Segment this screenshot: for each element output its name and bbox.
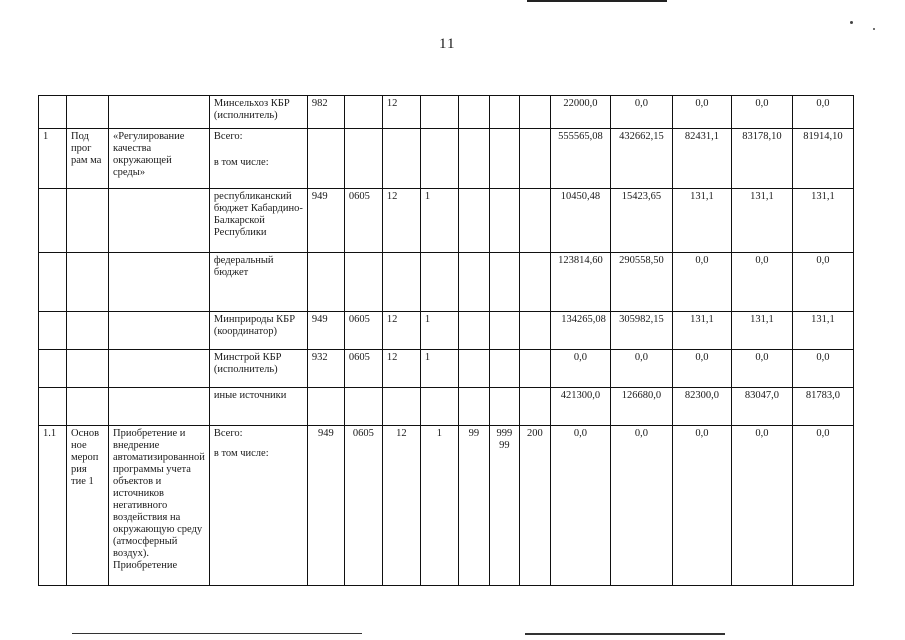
cell-value: 15423,65 (610, 189, 672, 253)
table-row (39, 189, 854, 253)
cell-vr (519, 388, 550, 426)
cell-om (458, 96, 489, 129)
cell-value: 82431,1 (672, 129, 731, 189)
cell-name: Приобретение и внедрение автоматизированной программы учета объектов и источников негативного воздействия на окружающую среду (атмосферный воздух). Приобретение (109, 426, 210, 586)
cell-np (489, 350, 519, 388)
cell-value: 131,1 (792, 312, 853, 350)
cell-num (39, 350, 67, 388)
cell-vr (519, 189, 550, 253)
cell-value: 0,0 (792, 253, 853, 312)
cell-grbs (307, 388, 344, 426)
cell-num: 1.1 (39, 426, 67, 586)
cell-grbs: 949 (307, 189, 344, 253)
cell-num (39, 388, 67, 426)
cell-value: 432662,15 (610, 129, 672, 189)
cell-name: «Регулирование качества окружающей среды» (109, 129, 210, 189)
cell-gp: 12 (382, 189, 420, 253)
cell-gp: 12 (382, 312, 420, 350)
cell-value: 22000,0 (550, 96, 610, 129)
cell-om (458, 388, 489, 426)
table-row (39, 312, 854, 350)
cell-status: Под прог рам ма (67, 129, 109, 189)
table-row (39, 129, 854, 189)
table-row (39, 96, 854, 129)
cell-value: 0,0 (672, 426, 731, 586)
cell-om (458, 189, 489, 253)
cell-om (458, 350, 489, 388)
cell-value: 123814,60 (550, 253, 610, 312)
cell-rz (344, 129, 382, 189)
cell-value: 83047,0 (731, 388, 792, 426)
cell-value: 0,0 (610, 350, 672, 388)
source-total-label: Всего: (213, 428, 243, 439)
cell-np (489, 253, 519, 312)
cell-pp (420, 129, 458, 189)
cell-np (489, 189, 519, 253)
cell-value: 0,0 (550, 350, 610, 388)
cell-pp: 1 (420, 312, 458, 350)
cell-grbs (307, 129, 344, 189)
cell-grbs: 982 (307, 96, 344, 129)
cell-vr (519, 96, 550, 129)
cell-grbs: 932 (307, 350, 344, 388)
cell-value: 555565,08 (550, 129, 610, 189)
cell-num (39, 253, 67, 312)
cell-rz (344, 253, 382, 312)
cell-pp: 1 (420, 189, 458, 253)
cell-value: 131,1 (792, 189, 853, 253)
cell-value: 83178,10 (731, 129, 792, 189)
cell-source: Минприроды КБР (координатор) (209, 312, 307, 350)
source-sub-label: в том числе: (213, 157, 269, 168)
scan-speck (850, 21, 853, 24)
cell-gp: 12 (382, 426, 420, 586)
cell-grbs (307, 253, 344, 312)
cell-value: 0,0 (792, 350, 853, 388)
cell-value: 290558,50 (610, 253, 672, 312)
cell-value: 0,0 (731, 350, 792, 388)
cell-pp (420, 253, 458, 312)
table-row (39, 426, 854, 586)
cell-om (458, 129, 489, 189)
cell-value: 0,0 (672, 96, 731, 129)
top-scan-rule (527, 0, 667, 2)
cell-np (489, 312, 519, 350)
cell-rz: 0605 (344, 350, 382, 388)
cell-source: Минсельхоз КБР (исполнитель) (209, 96, 307, 129)
cell-num (39, 312, 67, 350)
bottom-scan-rule (72, 633, 362, 634)
cell-om: 99 (458, 426, 489, 586)
cell-source: федеральный бюджет (209, 253, 307, 312)
cell-rz: 0605 (344, 312, 382, 350)
cell-np (489, 388, 519, 426)
cell-vr (519, 129, 550, 189)
cell-num (39, 189, 67, 253)
cell-value: 0,0 (610, 426, 672, 586)
cell-gp: 12 (382, 350, 420, 388)
cell-name (109, 189, 210, 253)
bottom-scan-rule (525, 633, 725, 635)
cell-status (67, 388, 109, 426)
cell-value: 0,0 (731, 96, 792, 129)
cell-gp (382, 129, 420, 189)
source-sub-label: в том числе: (213, 448, 269, 459)
cell-status (67, 96, 109, 129)
cell-pp (420, 96, 458, 129)
cell-num (39, 96, 67, 129)
scan-speck (873, 28, 875, 30)
cell-value: 0,0 (610, 96, 672, 129)
page-number: 11 (439, 36, 456, 52)
cell-grbs: 949 (307, 426, 344, 586)
cell-status (67, 312, 109, 350)
cell-gp: 12 (382, 96, 420, 129)
cell-vr (519, 253, 550, 312)
cell-rz: 0605 (344, 426, 382, 586)
cell-status: Основ ное мероп рия тие 1 (67, 426, 109, 586)
cell-gp (382, 388, 420, 426)
table-row (39, 388, 854, 426)
cell-pp (420, 388, 458, 426)
cell-value: 81783,0 (792, 388, 853, 426)
cell-gp (382, 253, 420, 312)
cell-source (209, 426, 307, 586)
cell-value: 421300,0 (550, 388, 610, 426)
cell-np (489, 96, 519, 129)
cell-num: 1 (39, 129, 67, 189)
source-total-label: Всего: (213, 131, 243, 142)
cell-status (67, 189, 109, 253)
cell-name (109, 96, 210, 129)
cell-value: 82300,0 (672, 388, 731, 426)
cell-value: 131,1 (672, 189, 731, 253)
cell-name (109, 312, 210, 350)
cell-value: 0,0 (550, 426, 610, 586)
cell-vr: 200 (519, 426, 550, 586)
table-row (39, 350, 854, 388)
cell-rz (344, 96, 382, 129)
cell-pp: 1 (420, 350, 458, 388)
cell-om (458, 253, 489, 312)
cell-status (67, 253, 109, 312)
cell-value: 10450,48 (550, 189, 610, 253)
budget-table (38, 95, 854, 586)
cell-name (109, 350, 210, 388)
cell-source (209, 129, 307, 189)
cell-value: 131,1 (731, 189, 792, 253)
cell-value: 81914,10 (792, 129, 853, 189)
cell-grbs: 949 (307, 312, 344, 350)
cell-np (489, 129, 519, 189)
cell-status (67, 350, 109, 388)
cell-np: 999 99 (489, 426, 519, 586)
cell-vr (519, 350, 550, 388)
cell-value: 305982,15 (610, 312, 672, 350)
cell-source: Минстрой КБР (исполнитель) (209, 350, 307, 388)
cell-rz: 0605 (344, 189, 382, 253)
cell-name (109, 253, 210, 312)
cell-value: 0,0 (792, 426, 853, 586)
cell-value: 0,0 (672, 253, 731, 312)
cell-pp: 1 (420, 426, 458, 586)
cell-om (458, 312, 489, 350)
table-row (39, 253, 854, 312)
cell-source: иные источники (209, 388, 307, 426)
cell-value: 131,1 (672, 312, 731, 350)
cell-value: 131,1 (731, 312, 792, 350)
cell-value: 0,0 (731, 253, 792, 312)
cell-source: республиканский бюджет Кабардино-Балкарской Республики (209, 189, 307, 253)
cell-value: 0,0 (731, 426, 792, 586)
cell-rz (344, 388, 382, 426)
cell-value: 0,0 (792, 96, 853, 129)
cell-value: 126680,0 (610, 388, 672, 426)
cell-name (109, 388, 210, 426)
cell-value: 134265,08 (550, 312, 610, 350)
cell-vr (519, 312, 550, 350)
cell-value: 0,0 (672, 350, 731, 388)
